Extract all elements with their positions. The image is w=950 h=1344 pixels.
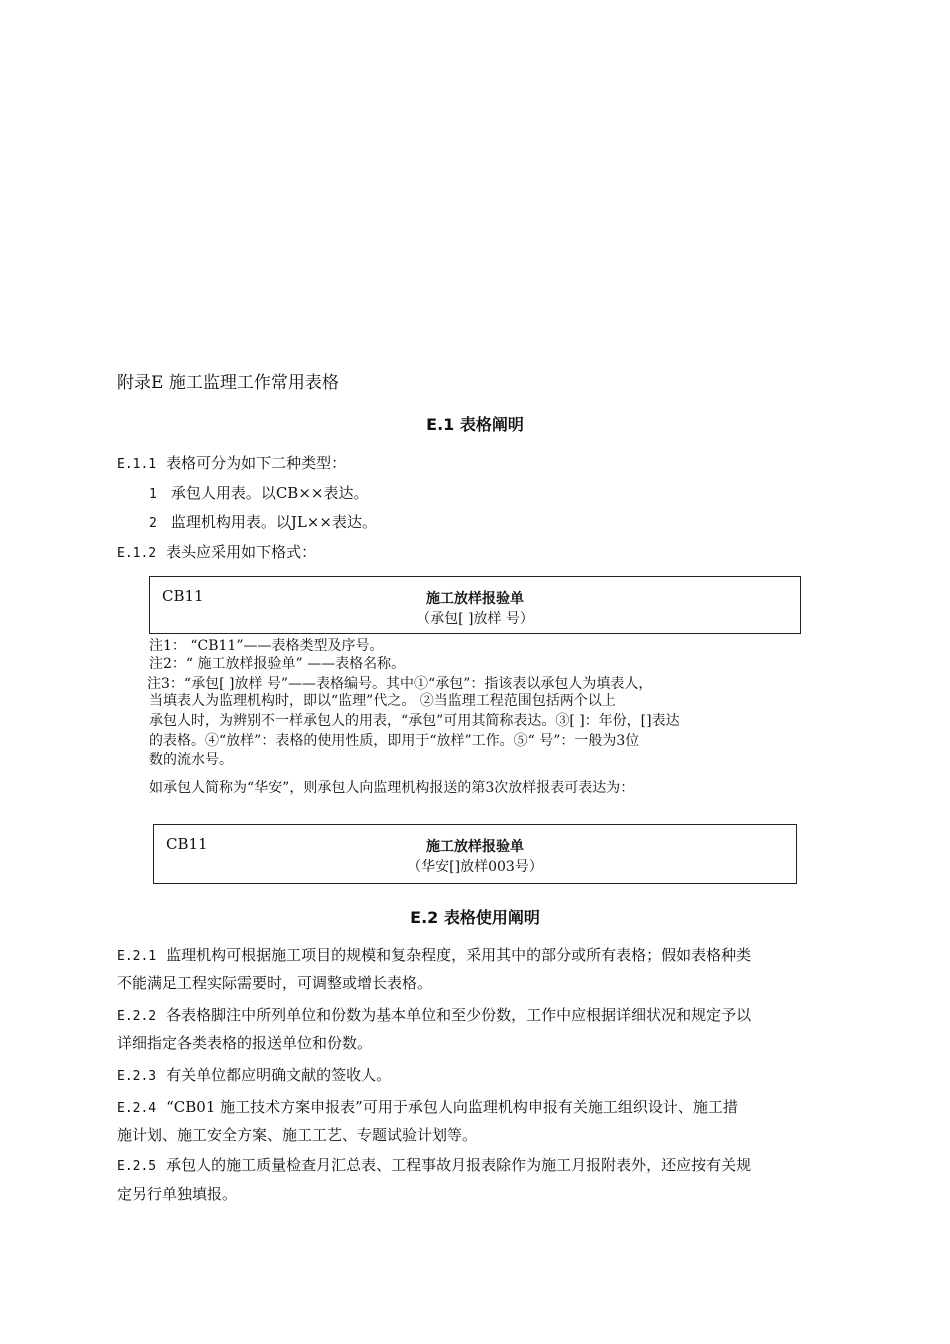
list-item bbox=[149, 511, 377, 532]
paragraph-continuation: 施计划、施工安全方案、施工工艺、专题试验计划等。 bbox=[117, 1126, 478, 1144]
clause-text: “CB01 施工技术方案申报表”可用于承包人向监理机构申报有关施工组织设计、施工措 bbox=[166, 1098, 738, 1116]
paragraph-continuation: 定另行单独填报。 bbox=[117, 1185, 238, 1203]
clause-number: E.2.2 bbox=[117, 1009, 157, 1024]
paragraph-e2-2 bbox=[117, 1004, 751, 1025]
note-line: 注2：“ 施工放样报验单” ——表格名称。 bbox=[149, 656, 406, 672]
note-line: 的表格。④“放样”：表格的使用性质，即用于“放样”工作。⑤“ 号”：一般为3位 bbox=[149, 733, 640, 749]
form-number: （承包[ ]放样 号） bbox=[416, 611, 534, 627]
section-heading-e1: E.1 表格阐明 bbox=[426, 415, 524, 434]
form-header-sample-box bbox=[149, 576, 801, 634]
note-line: 注1： “CB11”——表格类型及序号。 bbox=[149, 638, 384, 654]
paragraph-e1-1-2 bbox=[117, 541, 316, 562]
clause-text: 表头应采用如下格式： bbox=[166, 543, 317, 561]
clause-text: 承包人的施工质量检查月汇总表、工程事故月报表除作为施工月报附表外，还应按有关规 bbox=[166, 1156, 752, 1174]
note-line: 注3：“承包[ ]放样 号”——表格编号。其中①“承包”：指该表以承包人为填表人， bbox=[147, 676, 653, 692]
paragraph-continuation: 不能满足工程实际需要时，可调整或增长表格。 bbox=[117, 974, 433, 992]
paragraph-e2-3 bbox=[117, 1064, 391, 1085]
appendix-title: 附录E 施工监理工作常用表格 bbox=[117, 373, 339, 393]
note-line: 数的流水号。 bbox=[149, 752, 233, 768]
paragraph-e2-4 bbox=[117, 1096, 738, 1117]
form-example-box bbox=[153, 824, 797, 884]
form-title: 施工放样报验单 bbox=[426, 839, 524, 855]
list-item-number: 1 bbox=[149, 487, 157, 502]
note-line: 承包人时，为辨别不一样承包人的用表，“承包”可用其简称表达。③[ ]：年份，[]表达 bbox=[149, 713, 680, 729]
paragraph-e1-1-1 bbox=[117, 452, 346, 473]
form-code: CB11 bbox=[166, 835, 208, 853]
list-item bbox=[149, 482, 368, 503]
clause-number: E.1.2 bbox=[117, 546, 157, 561]
example-paragraph: 如承包人简称为“华安”，则承包人向监理机构报送的第3次放样报表可表达为： bbox=[149, 780, 635, 796]
list-item-text: 监理机构用表。以JL××表达。 bbox=[170, 513, 377, 531]
clause-number: E.1.1 bbox=[117, 457, 157, 472]
clause-text: 各表格脚注中所列单位和份数为基本单位和至少份数，工作中应根据详细状况和规定予以 bbox=[166, 1006, 752, 1024]
paragraph-e2-5 bbox=[117, 1154, 751, 1175]
section-heading-e2: E.2 表格使用阐明 bbox=[410, 908, 540, 927]
list-item-number: 2 bbox=[149, 516, 157, 531]
clause-number: E.2.1 bbox=[117, 949, 157, 964]
clause-text: 监理机构可根据施工项目的规模和复杂程度，采用其中的部分或所有表格；假如表格种类 bbox=[166, 946, 752, 964]
clause-number: E.2.5 bbox=[117, 1159, 157, 1174]
paragraph-continuation: 详细指定各类表格的报送单位和份数。 bbox=[117, 1034, 373, 1052]
form-code: CB11 bbox=[162, 587, 204, 605]
paragraph-e2-1 bbox=[117, 944, 751, 965]
clause-number: E.2.3 bbox=[117, 1069, 157, 1084]
clause-number: E.2.4 bbox=[117, 1101, 157, 1116]
list-item-text: 承包人用表。以CB××表达。 bbox=[170, 484, 369, 502]
form-number: （华安[]放样003号） bbox=[407, 859, 543, 875]
form-title: 施工放样报验单 bbox=[426, 591, 524, 607]
clause-text: 表格可分为如下二种类型： bbox=[166, 454, 347, 472]
note-line: 当填表人为监理机构时，即以“监理”代之。 ②当监理工程范围包括两个以上 bbox=[149, 693, 616, 709]
clause-text: 有关单位都应明确文献的签收人。 bbox=[166, 1066, 392, 1084]
